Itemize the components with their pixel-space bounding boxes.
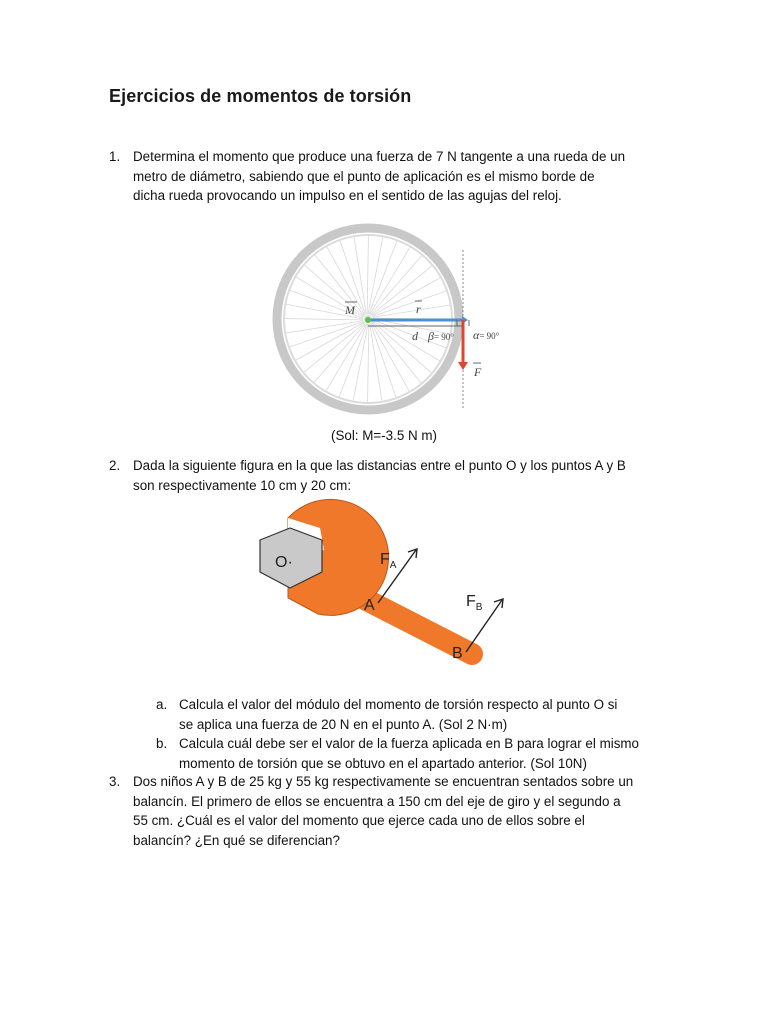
wheel-spoke (326, 324, 367, 392)
label-F: F (474, 365, 482, 379)
wheel-spoke (303, 323, 364, 373)
wheel-spoke (339, 324, 367, 398)
wheel-spoke (367, 235, 368, 314)
label-M: M (345, 303, 355, 317)
solution-1: (Sol: M=-3.5 N m) (330, 428, 438, 443)
exercise-text-line: 55 cm. ¿Cuál es el valor del momento que ejerce cada uno de ellos sobre el (133, 813, 585, 828)
exercise-number: 2. (109, 458, 121, 473)
subitem-text-line: Calcula cuál debe ser el valor de la fuerza aplicada en B para lograr el mismo (179, 736, 639, 751)
wrench-diagram (240, 510, 520, 685)
exercise-text-line: balancín. El primero de ellos se encuentra a 150 cm del eje de giro y el segundo a (133, 793, 621, 809)
label-B: B (452, 645, 463, 662)
exercise-number: 1. (109, 149, 121, 164)
wheel-spoke (369, 240, 397, 314)
exercise-text-line: metro de diámetro, sabiendo que el punto de aplicación es el mismo borde de (133, 168, 595, 184)
subitem-text-line: se aplica una fuerza de 20 N en el punto A. (Sol 2 N·m) (179, 716, 508, 732)
exercise-text-line: Dos niños A y B de 25 kg y 55 kg respectivamente se encuentran sentados sobre un (133, 774, 634, 789)
exercise-text-line: Determina el momento que produce una fuerza de 7 N tangente a una rueda de un (133, 149, 626, 164)
subitem-letter: a. (156, 697, 168, 712)
label-d: d (412, 329, 418, 343)
exercise-text-line: Dada la siguiente figura en la que las distancias entre el punto O y los puntos A y B (133, 458, 626, 473)
label-O: O· (275, 554, 293, 571)
label-FA: $F_A$ (380, 551, 397, 571)
wheel-spoke (373, 305, 451, 317)
label-beta: β= 90° (428, 329, 454, 343)
wheel-diagram (250, 220, 540, 420)
wheel-spoke (368, 324, 369, 403)
label-A: A (364, 597, 375, 614)
wheel-spoke (285, 321, 363, 333)
moment-point (365, 317, 371, 323)
subitem-text-line: Calcula el valor del módulo del momento de torsión respecto al punto O si (179, 697, 618, 712)
wheel-spoke (370, 246, 411, 314)
subitem-text-line: momento de torsión que se obtuvo en el apartado anterior. (Sol 10N) (179, 755, 587, 771)
exercise-text-line: dicha rueda provocando un impulso en el sentido de las agujas del reloj. (133, 188, 562, 203)
force-arrowhead (458, 362, 468, 370)
wheel-spoke (370, 324, 382, 402)
subitem-letter: b. (156, 736, 168, 751)
wheel-spoke (314, 254, 364, 315)
wheel-spoke (314, 323, 366, 383)
exercise-text-line: balancín? ¿En qué se diferencian? (133, 832, 340, 848)
wheel-spoke (354, 236, 366, 314)
exercise-text-line: son respectivamente 10 cm y 20 cm: (133, 477, 352, 493)
wheel-spoke (371, 255, 423, 315)
wheel-spoke (371, 265, 432, 315)
wheel-spoke (284, 319, 363, 320)
page-title: Ejercicios de momentos de torsión (109, 86, 412, 106)
wheel-spoke (372, 322, 432, 374)
exercise-number: 3. (109, 774, 121, 789)
label-FB: $F_B$ (466, 593, 483, 613)
label-alpha: α= 90° (473, 328, 500, 342)
label-r: r (416, 302, 421, 316)
